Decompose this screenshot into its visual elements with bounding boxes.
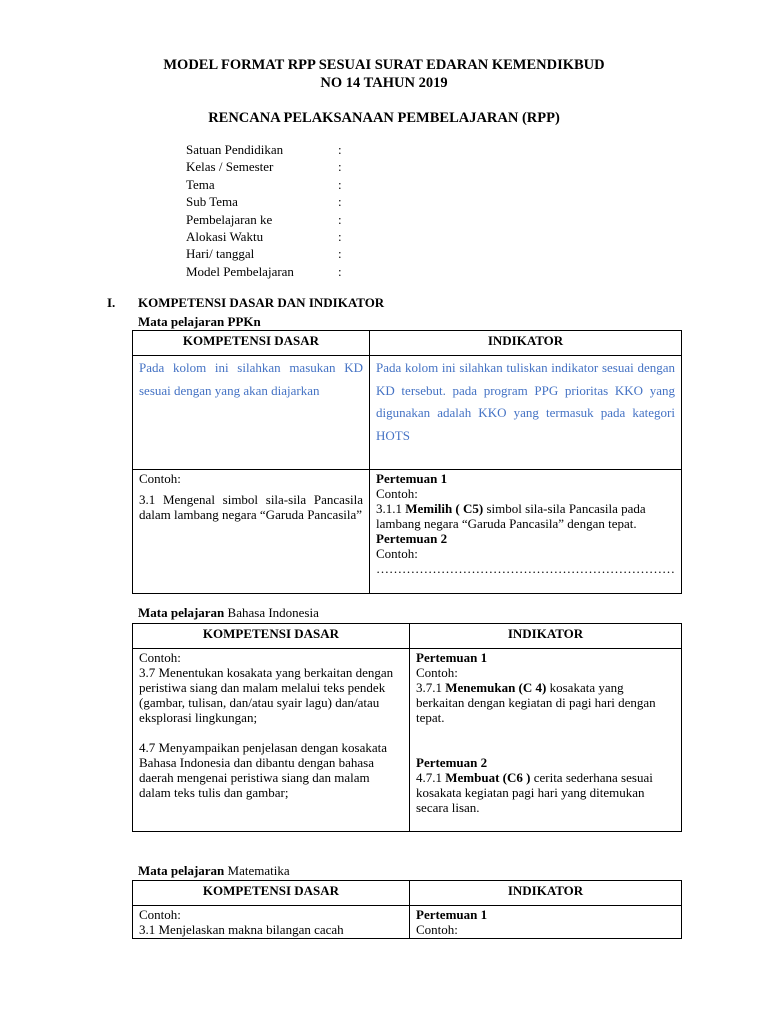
identity-row xyxy=(186,245,342,262)
subject-name: Matematika xyxy=(227,863,290,878)
kd-example-cell xyxy=(133,470,370,594)
indikator-verb: Memilih ( C5) xyxy=(405,501,484,516)
indikator-example-cell xyxy=(370,470,682,594)
col-header-indikator: INDIKATOR xyxy=(370,331,682,356)
kd-4-7-text: 4.7 Menyampaikan penjelasan dengan kosakata Bahasa Indonesia dan dibantu dengan bahasa daerah mengenai peristiwa siang dan malam dalam teks tulis dan gambar; xyxy=(139,740,387,800)
kd-3-7-text: 3.7 Menentukan kosakata yang berkaitan dengan peristiwa siang dan malam melalui teks pendek (gambar, tulisan, dan/atau syair lagu) dan/atau eksplorasi lingkungan; xyxy=(139,665,394,725)
doc-heading-line2: NO 14 TAHUN 2019 xyxy=(320,75,448,91)
meeting-2-label: Pertemuan 2 xyxy=(376,531,448,546)
identity-label: Alokasi Waktu xyxy=(186,228,264,244)
indikator-text xyxy=(416,770,675,815)
identity-label: Pembelajaran ke xyxy=(186,211,273,227)
identity-colon: : xyxy=(338,176,342,192)
doc-heading-line1: MODEL FORMAT RPP SESUAI SURAT EDARAN KEMENDIKBUD xyxy=(163,57,605,73)
indikator-verb: Membuat (C6 ) xyxy=(445,770,531,785)
kd-3-1-text: 3.1 Menjelaskan makna bilangan cacah xyxy=(139,922,344,937)
identity-row xyxy=(186,228,342,245)
identity-row xyxy=(186,263,342,280)
meeting-1-label: Pertemuan 1 xyxy=(416,650,488,665)
dotted-placeholder: …………………………………………………………… xyxy=(376,561,675,576)
identity-row xyxy=(186,211,342,228)
indikator-text xyxy=(416,680,675,725)
indikator-rest: kosakata yang berkaitan dengan kegiatan di pagi hari dengan tepat. xyxy=(416,680,656,725)
indikator-number: 3.1.1 xyxy=(376,501,402,516)
identity-row xyxy=(186,193,342,210)
kd-hint-cell: Pada kolom ini silahkan masukan KD sesuai dengan yang akan diajarkan xyxy=(133,356,370,470)
meeting-1-label: Pertemuan 1 xyxy=(376,471,448,486)
col-header-indikator: INDIKATOR xyxy=(410,624,682,649)
meeting-2-label: Pertemuan 2 xyxy=(416,755,488,770)
subject-prefix: Mata pelajaran xyxy=(138,605,225,620)
identity-row xyxy=(186,158,342,175)
indikator-example-cell xyxy=(410,649,682,832)
identity-row xyxy=(186,141,342,158)
indikator-verb: Menemukan (C 4) xyxy=(445,680,547,695)
mtk-table xyxy=(132,880,682,939)
indikator-example-cell xyxy=(410,906,682,939)
identity-colon: : xyxy=(338,194,342,210)
meeting-1-label: Pertemuan 1 xyxy=(416,907,488,922)
identity-label: Sub Tema xyxy=(186,194,238,210)
subject-prefix: Mata pelajaran xyxy=(138,314,225,329)
contoh-label: Contoh: xyxy=(376,546,418,561)
kd-contoh-label: Contoh: xyxy=(139,650,181,665)
identity-label: Kelas / Semester xyxy=(186,159,274,175)
indikator-rest: cerita sederhana sesuai kosakata kegiatan pagi hari yang ditemukan secara lisan. xyxy=(416,770,653,815)
kd-example-cell xyxy=(133,906,410,939)
identity-colon: : xyxy=(338,263,342,279)
identity-label: Satuan Pendidikan xyxy=(186,142,284,157)
identity-colon: : xyxy=(338,142,342,157)
contoh-label: Contoh: xyxy=(416,922,458,937)
col-header-kd: KOMPETENSI DASAR xyxy=(133,331,370,356)
indikator-number: 3.7.1 xyxy=(416,680,442,695)
section-title: KOMPETENSI DASAR DAN INDIKATOR xyxy=(138,295,385,310)
kd-contoh-label: Contoh: xyxy=(139,471,181,486)
indikator-number: 4.7.1 xyxy=(416,770,442,785)
subject-name: Bahasa Indonesia xyxy=(227,605,319,620)
identity-label: Model Pembelajaran xyxy=(186,263,294,279)
contoh-label: Contoh: xyxy=(416,665,458,680)
kd-example-cell xyxy=(133,649,410,832)
subject-heading-bindo xyxy=(138,605,319,621)
subject-name: PPKn xyxy=(227,314,261,329)
section-number: I. xyxy=(107,295,116,310)
kd-contoh-label: Contoh: xyxy=(139,907,181,922)
ppkn-table xyxy=(132,330,682,594)
col-header-kd: KOMPETENSI DASAR xyxy=(133,881,410,906)
subject-prefix: Mata pelajaran xyxy=(138,863,225,878)
col-header-kd: KOMPETENSI DASAR xyxy=(133,624,410,649)
identity-label: Tema xyxy=(186,176,215,192)
identity-colon: : xyxy=(338,228,342,244)
doc-title: RENCANA PELAKSANAAN PEMBELAJARAN (RPP) xyxy=(208,110,560,126)
identity-colon: : xyxy=(338,246,342,262)
identity-colon: : xyxy=(338,159,342,175)
identity-row xyxy=(186,176,342,193)
indikator-text xyxy=(376,501,675,531)
col-header-indikator: INDIKATOR xyxy=(410,881,682,906)
bindo-table xyxy=(132,623,682,832)
indikator-rest: simbol sila-sila Pancasila pada lambang negara “Garuda Pancasila” dengan tepat. xyxy=(376,501,646,531)
subject-heading-ppkn xyxy=(138,314,261,330)
subject-heading-mtk xyxy=(138,863,290,879)
identity-label: Hari/ tanggal xyxy=(186,246,255,262)
indikator-hint-cell: Pada kolom ini silahkan tuliskan indikator sesuai dengan KD tersebut. pada program PPG prioritas KKO yang digunakan adalah KKO yang termasuk pada kategori HOTS xyxy=(370,356,682,470)
contoh-label: Contoh: xyxy=(376,486,418,501)
identity-colon: : xyxy=(338,211,342,227)
kd-example-text: 3.1 Mengenal simbol sila-sila Pancasila dalam lambang negara “Garuda Pancasila” xyxy=(139,492,363,522)
identity-list xyxy=(186,141,342,280)
